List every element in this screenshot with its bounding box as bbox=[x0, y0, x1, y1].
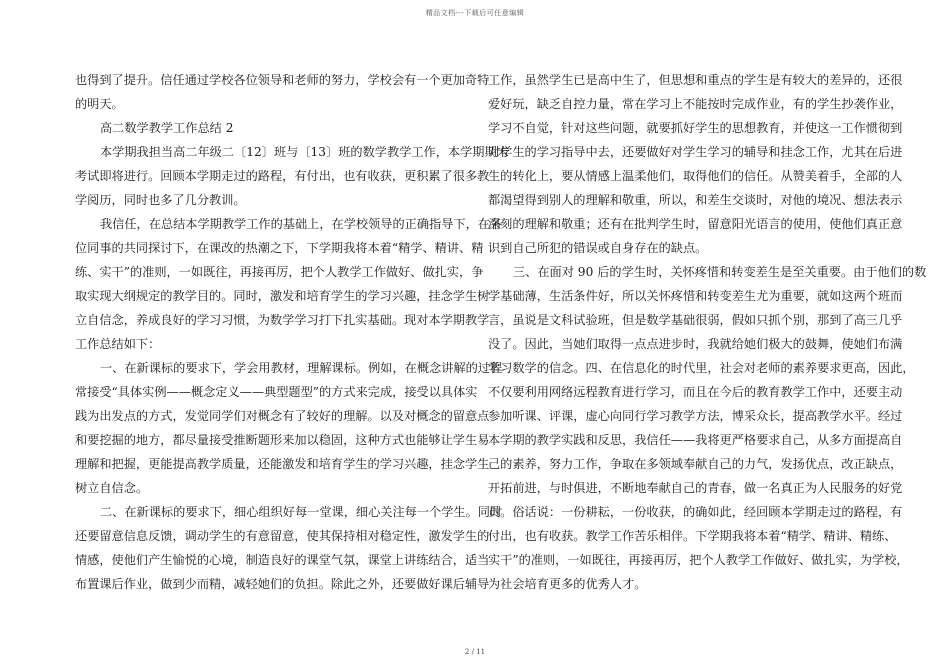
left-column bbox=[75, 68, 509, 596]
text-line: 付出，也有收获。教学工作苦乐相伴。下学期我将本着“精学、精讲、精练、 bbox=[488, 529, 897, 543]
text-line: 情感，使他们产生愉悦的心境，制造良好的课堂气氛，课堂上讲练结合，适当 bbox=[75, 553, 490, 567]
text-line: 为社会培育更多的优秀人才。 bbox=[488, 577, 647, 591]
text-line: 学阅历，同时也多了几分教训。 bbox=[75, 193, 246, 207]
text-line: 工作，虽然学生已是高中生了，但思想和重点的学生是有较大的差异的，还很 bbox=[488, 73, 903, 87]
text-line: 的明天。 bbox=[75, 97, 124, 111]
text-line: 理解和把握，更能提高教学质量，还能激发和培育学生的学习兴趣，挂念学生 bbox=[75, 457, 490, 471]
text-line: 没了。因此，当她们取得一点点进步时，我就给她们极大的鼓舞，使她们布满 bbox=[488, 337, 903, 351]
text-line: 本学期的教学实践和反思，我信任——我将更严格要求自己，从多方面提高自 bbox=[488, 433, 903, 447]
text-line: 和要挖掘的地方，都尽量接受推断题形来加以稳固，这种方式也能够让学生易 bbox=[75, 433, 490, 447]
text-line: 识到自己所犯的错误或自身存在的缺点。 bbox=[488, 241, 708, 255]
text-line: 爱好玩，缺乏自控力量，常在学习上不能按时完成作业，有的学生抄袭作业， bbox=[488, 97, 903, 111]
text-line: 对学生的学习指导中去，还要做好对学生学习的辅导和挂念工作，尤其在后进 bbox=[488, 145, 903, 159]
text-line: 练、实干”的准则，一如既往，再接再厉，把个人教学工作做好、做扎实，争 bbox=[75, 265, 484, 279]
text-line: 学习不自觉，针对这些问题，就要抓好学生的思想教育，并使这一工作惯彻到 bbox=[488, 121, 903, 135]
text-line: 二、在新课标的要求下，细心组织好每一堂课，细心关注每一个学生。同时 bbox=[100, 505, 503, 519]
text-line: 考试即将进行。回顾本学期走过的路程，有付出，也有收获，更积累了很多教 bbox=[75, 169, 490, 183]
text-line: 一、在新课标的要求下，学会用教材，理解课标。例如，在概念讲解的过程 bbox=[100, 361, 503, 375]
text-line: 位同事的共同探讨下，在课改的热潮之下，下学期我将本着“精学、精讲、精 bbox=[75, 241, 484, 255]
text-line: 工作总结如下： bbox=[75, 337, 161, 351]
text-line: 高二数学教学工作总结 2 bbox=[100, 121, 234, 135]
text-line: 我信任，在总结本学期教学工作的基础上，在学校领导的正确指导下，在各 bbox=[100, 217, 503, 231]
text-line: 学习数学的信念。四、在信息化的时代里，社会对老师的素养要求更高，因此， bbox=[488, 361, 915, 375]
text-line: 开拓前进，与时俱进，不断地奉献自己的青春，做一名真正为人民服务的好党 bbox=[488, 481, 903, 495]
text-line: 立自信念，养成良好的学习习惯，为数学学习打下扎实基础。现对本学期教学 bbox=[75, 313, 490, 327]
text-line: 参加听课、评课，虚心向同行学习教学方法，博采众长，提高教学水平。经过 bbox=[488, 409, 903, 423]
text-line: 深刻的理解和敬重；还有在批判学生时，留意阳光语言的使用，使他们真正意 bbox=[488, 217, 903, 231]
text-line: 都渴望得到别人的理解和敬重，所以，和差生交谈时，对他的境况、想法表示 bbox=[488, 193, 903, 207]
text-line: 员。俗话说：一份耕耘，一份收获，的确如此，经回顾本学期走过的路程，有 bbox=[488, 505, 903, 519]
text-line: 常接受“具体实例——概念定义——典型题型”的方式来完成，接受以具体实 bbox=[75, 385, 478, 399]
text-line: 布置课后作业，做到少而精，减轻她们的负担。除此之外，还要做好课后辅导 bbox=[75, 577, 490, 591]
page-header: 精品文档---下载后可任意编辑 bbox=[425, 9, 525, 17]
text-line: 言，虽说是文科试验班，但是数学基础很弱，假如只抓个别，那到了高三几乎 bbox=[488, 313, 903, 327]
text-line: 己的素养，努力工作，争取在多领域奉献自己的力气，发扬优点，改正缺点， bbox=[488, 457, 903, 471]
text-line: 践为出发点的方式，发觉同学们对概念有了较好的理解。以及对概念的留意点 bbox=[75, 409, 490, 423]
text-line: 实干”的准则，一如既往，再接再厉，把个人教学工作做好、做扎实，为学校， bbox=[488, 553, 909, 567]
text-line: 也得到了提升。信任通过学校各位领导和老师的努力，学校会有一个更加奇特 bbox=[75, 73, 490, 87]
text-line: 还要留意信息反馈，调动学生的有意留意，使其保持相对稳定性，激发学生的 bbox=[75, 529, 490, 543]
text-line: 不仅要利用网络远程教育进行学习，而且在今后的教育教学工作中，还要主动 bbox=[488, 385, 903, 399]
text-line: 生的转化上，要从情感上温柔他们，取得他们的信任。从赞美着手，全部的人 bbox=[488, 169, 903, 183]
text-line: 树立自信念。 bbox=[75, 481, 149, 495]
right-column bbox=[488, 68, 927, 596]
text-line: 本学期我担当高二年级二〔12〕班与〔13〕班的数学教学工作，本学期期末 bbox=[100, 145, 509, 159]
text-line: 三、在面对 90 后的学生时，关怀疼惜和转变差生是至关重要。由于他们的数 bbox=[513, 265, 927, 279]
text-line: 学基础薄，生活条件好，所以关怀疼惜和转变差生尤为重要，就如这两个班而 bbox=[488, 289, 903, 303]
text-line: 取实现大纲规定的教学目的。同时，激发和培育学生的学习兴趣，挂念学生树 bbox=[75, 289, 490, 303]
page-number: 2 / 11 bbox=[464, 648, 486, 656]
